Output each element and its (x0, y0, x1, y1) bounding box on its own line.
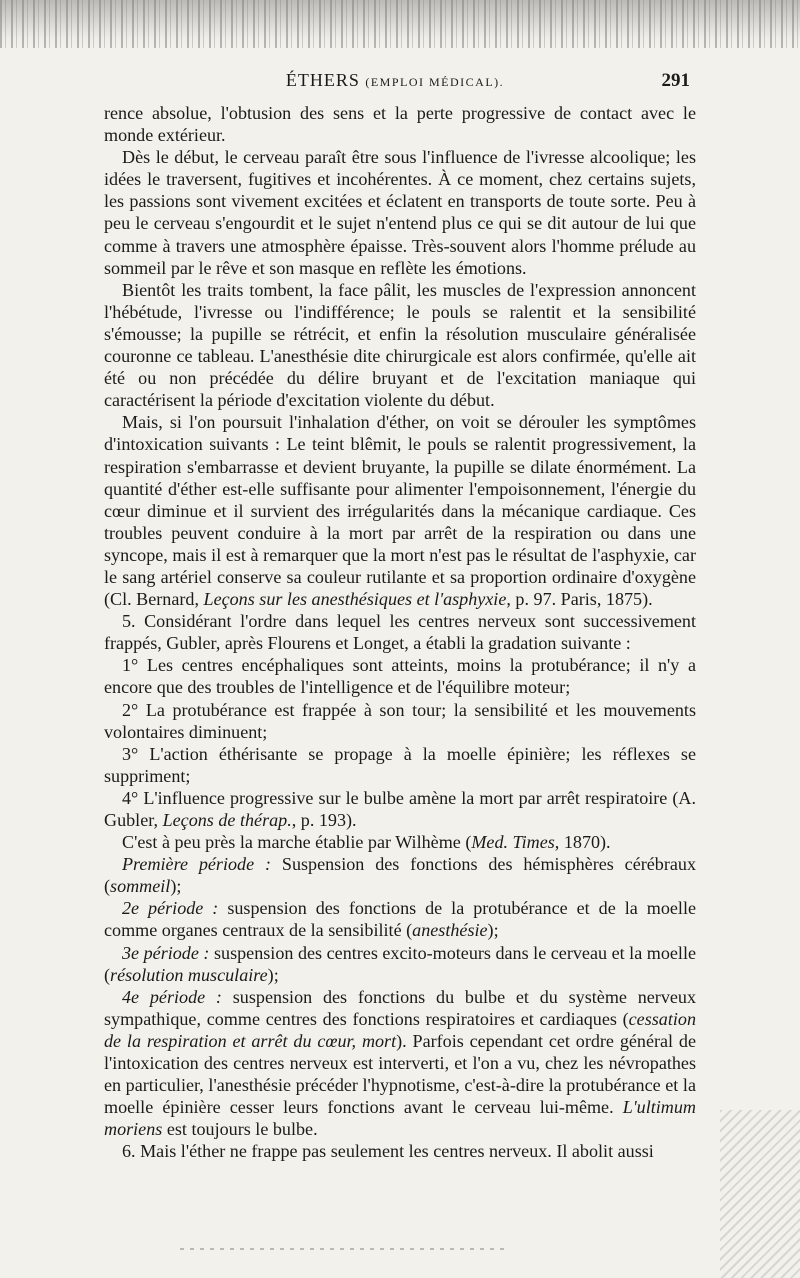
period-label: 4e période : (122, 986, 222, 1007)
italic-term: résolution musculaire (110, 964, 268, 985)
paragraph: Bientôt les traits tombent, la face pâlit, les muscles de l'expression annoncent l'hébétude, l'ivresse ou l'indifférence; le pouls se ralentit et la sensibilité s'émousse; la pupille se rétrécit, et enfin la résolution musculaire généralisée couronne ce tableau. L'anesthésie dite chirurgicale est alors confirmée, qu'elle ait été ou non précédée du délire bruyant et de l'excitation maniaque qui caractérisent la période d'excitation violente du début. (104, 279, 696, 411)
text-span: ); (170, 876, 182, 897)
period-label: 3e période : (122, 942, 210, 963)
italic-term: sommeil (110, 876, 171, 897)
period-item (104, 897, 696, 941)
list-item: 2° La protubérance est frappée à son tour; la sensibilité et les mouvements volontaires diminuent; (104, 699, 696, 742)
italic-term: anesthésie (412, 920, 488, 941)
period-item (104, 853, 696, 897)
text-span: 4° L'influence progressive sur le bulbe amène la mort par arrêt respiratoire (A. Gubler, (104, 787, 696, 830)
period-item (104, 986, 696, 1141)
italic-title: Leçons sur les anesthésiques et l'asphyxie (203, 589, 507, 610)
text-span: , 1870). (554, 832, 611, 853)
running-head (100, 70, 690, 94)
paragraph (104, 831, 696, 853)
text-span: Mais, si l'on poursuit l'inhalation d'éther, on voit se dérouler les symptômes d'intoxication suivants : Le teint blêmit, le pouls se ralentit progressivement, la respiration s'embarrasse et devient bruyante, la pupille se dilate énormément. La quantité d'éther est-elle suffisante pour alimenter l'empoisonnement, l'énergie du cœur diminue et il survient des irrégularités dans la mécanique cardiaque. Ces troubles peuvent conduire à la mort par arrêt de la respiration ou dans une syncope, mais il est à remarquer que la mort n'est pas le résultat de l'asphyxie, car le sang artériel conserve sa couleur rutilante et sa proportion ordinaire d'oxygène (Cl. Bernard, (104, 412, 696, 610)
section-paragraph: 5. Considérant l'ordre dans lequel les centres nerveux sont successivement frappés, Gubler, après Flourens et Longet, a établi la gradation suivante : (104, 611, 696, 654)
page-number: 291 (661, 70, 690, 91)
text-span: suspension des fonctions du bulbe et du système nerveux sympathique, comme centres des fonctions respiratoires et cardiaques ( (104, 986, 696, 1029)
text-span: C'est à peu près la marche établie par Wilhème ( (122, 832, 472, 853)
body-text (104, 102, 696, 1163)
paragraph (104, 411, 696, 610)
text-span: Suspension des fonctions des hémisphères cérébraux ( (104, 854, 696, 897)
text-span: ); (267, 964, 279, 985)
paragraph: rence absolue, l'obtusion des sens et la perte progressive de contact avec le monde extérieur. (104, 103, 696, 146)
running-head-sub: (EMPLOI MÉDICAL). (365, 75, 505, 89)
section-paragraph: 6. Mais l'éther ne frappe pas seulement les centres nerveux. Il abolit aussi (122, 1141, 654, 1162)
list-item (104, 787, 696, 831)
scan-footer-noise (180, 1248, 510, 1250)
running-head-main: ÉTHERS (285, 70, 360, 90)
italic-term: L'ultimum moriens (104, 1097, 696, 1140)
list-item: 1° Les centres encéphaliques sont atteints, moins la protubérance; il n'y a encore que des troubles de l'intelligence et de l'équilibre moteur; (104, 655, 696, 698)
period-label: 2e période : (122, 898, 219, 919)
italic-title: Leçons de thérap. (162, 810, 292, 830)
text-span: , p. 193). (291, 810, 357, 830)
text-span: est toujours le bulbe. (162, 1119, 318, 1140)
list-item: 3° L'action éthérisante se propage à la moelle épinière; les réflexes se suppriment; (104, 743, 696, 786)
text-span: ). Parfois cependant cet ordre général de l'intoxication des centres nerveux est interverti, et l'on a vu, chez les névropathes en particulier, l'anesthésie précéder l'hypnotisme, c'est-à-dire la protubérance et la moelle épinière cesser leurs fonctions avant le cerveau lui-même. (104, 1030, 696, 1118)
text-span: suspension des fonctions de la protubérance et de la moelle comme organes centraux de la sensibilité ( (104, 898, 696, 941)
period-item (104, 942, 696, 986)
scan-border-noise (0, 0, 800, 48)
italic-title: Med. Times (471, 832, 555, 853)
running-head-title (100, 70, 690, 91)
text-span: , p. 97. Paris, 1875). (506, 589, 653, 610)
scan-edge-noise (720, 1110, 800, 1278)
paragraph: Dès le début, le cerveau paraît être sous l'influence de l'ivresse alcoolique; les idées le traversent, fugitives et incohérentes. À ce moment, chez certains sujets, les passions sont vivement excitées et éclatent en transports de toute sorte. Peu à peu le cerveau s'engourdit et le sujet n'entend plus ce qui se dit autour de lui que comme à travers une atmosphère épaisse. Très-souvent alors l'homme prélude au sommeil par le rêve et son masque en reflète les émotions. (104, 147, 696, 278)
period-label: Première période : (122, 854, 272, 875)
text-span: ); (487, 920, 499, 941)
text-span: suspension des centres excito-moteurs dans le cerveau et la moelle ( (104, 942, 697, 985)
italic-term: cessation de la respiration et arrêt du cœur, mort (104, 1008, 696, 1051)
